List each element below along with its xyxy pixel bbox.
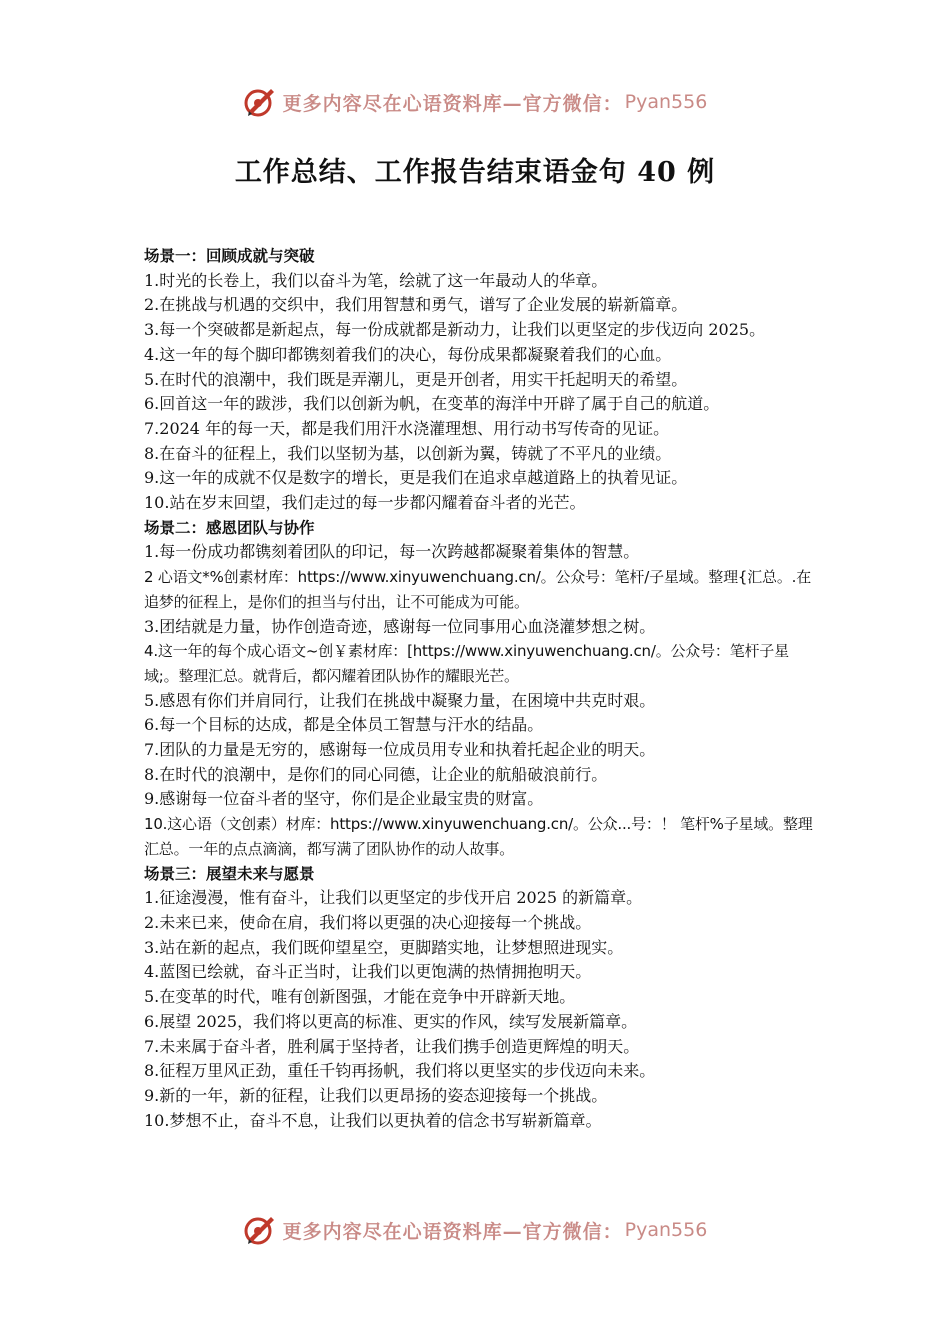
list-item: 8.征程万里风正劲，重任千钧再扬帆，我们将以更坚实的步伐迈向未来。: [144, 1061, 656, 1081]
header-banner: [0, 82, 950, 122]
page-title: 工作总结、工作报告结束语金句 40 例: [234, 157, 716, 188]
section-heading: 场景一：回顾成就与突破: [144, 247, 315, 265]
list-item: 5.感恩有你们并肩同行，让我们在挑战中凝聚力量，在困境中共克时艰。: [144, 690, 656, 710]
list-item: 2 心语文*%创素材库：https://www.xinyuwenchuang.cn/。公众号：笔杆/子星域。整理{汇总。.在追梦的征程上，是你们的担当与付出，让不可能成为可能。: [144, 568, 811, 611]
list-item: 8.在奋斗的征程上，我们以坚韧为基，以创新为翼，铸就了不平凡的业绩。: [144, 443, 672, 463]
list-item: 8.在时代的浪潮中，是你们的同心同德，让企业的航船破浪前行。: [144, 764, 608, 784]
pen-logo-icon: [243, 85, 277, 119]
banner-text: 更多内容尽在心语资料库—官方微信：: [282, 1220, 623, 1243]
wechat-id: Pyan556: [624, 1219, 708, 1241]
list-item: 4.这一年的每个脚印都镌刻着我们的决心，每份成果都凝聚着我们的心血。: [144, 344, 672, 364]
list-item: 7.未来属于奋斗者，胜利属于坚持者，让我们携手创造更辉煌的明天。: [144, 1036, 640, 1056]
list-item: 1.每一份成功都镌刻着团队的印记，每一次跨越都凝聚着集体的智慧。: [144, 542, 640, 562]
list-item: 9.这一年的成就不仅是数字的增长，更是我们在追求卓越道路上的执着见证。: [144, 468, 688, 488]
list-item: 2.未来已来，使命在肩，我们将以更强的决心迎接每一个挑战。: [144, 912, 592, 932]
list-item: 7.团队的力量是无穷的，感谢每一位成员用专业和执着托起企业的明天。: [144, 740, 656, 760]
pen-logo-icon: [243, 1213, 277, 1247]
list-item: 9.感谢每一位奋斗者的坚守，你们是企业最宝贵的财富。: [144, 789, 544, 809]
document-body: [144, 244, 814, 1133]
footer-banner: [0, 1210, 950, 1250]
list-item: 6.展望 2025，我们将以更高的标准、更实的作风，续写发展新篇章。: [144, 1011, 638, 1031]
list-item: 10.这心语（文创素）材库：https://www.xinyuwenchuang.cn/。公众...号：！ 笔杆%子星域。整理汇总。一年的点点滴滴，都写满了团队协作的动人故事。: [144, 815, 813, 858]
list-item: 5.在变革的时代，唯有创新图强，才能在竞争中开辟新天地。: [144, 987, 576, 1007]
list-item: 4.蓝图已绘就，奋斗正当时，让我们以更饱满的热情拥抱明天。: [144, 962, 592, 982]
list-item: 3.站在新的起点，我们既仰望星空，更脚踏实地，让梦想照进现实。: [144, 937, 624, 957]
list-item: 1.时光的长卷上，我们以奋斗为笔，绘就了这一年最动人的华章。: [144, 270, 608, 290]
list-item: 7.2024 年的每一天，都是我们用汗水浇灌理想、用行动书写传奇的见证。: [144, 418, 670, 438]
list-item: 3.团结就是力量，协作创造奇迹，感谢每一位同事用心血浇灌梦想之树。: [144, 616, 656, 636]
list-item: 5.在时代的浪潮中，我们既是弄潮儿，更是开创者，用实干托起明天的希望。: [144, 369, 688, 389]
list-item: 9.新的一年，新的征程，让我们以更昂扬的姿态迎接每一个挑战。: [144, 1085, 608, 1105]
list-item: 10.梦想不止，奋斗不息，让我们以更执着的信念书写崭新篇章。: [144, 1110, 602, 1130]
list-item: 6.回首这一年的跋涉，我们以创新为帆，在变革的海洋中开辟了属于自己的航道。: [144, 394, 720, 414]
list-item: 1.征途漫漫，惟有奋斗，让我们以更坚定的步伐开启 2025 的新篇章。: [144, 888, 643, 908]
list-item: 2.在挑战与机遇的交织中，我们用智慧和勇气，谱写了企业发展的崭新篇章。: [144, 295, 688, 315]
list-item: 4.这一年的每个成心语文~创￥素材库：[https://www.xinyuwenchuang.cn/。公众号：笔杆子星域;。整理汇总。就背后，都闪耀着团队协作的耀眼光芒。: [144, 642, 789, 685]
list-item: 3.每一个突破都是新起点，每一份成就都是新动力，让我们以更坚定的步伐迈向 2025。: [144, 320, 766, 340]
banner-text: 更多内容尽在心语资料库—官方微信：: [282, 92, 623, 115]
list-item: 6.每一个目标的达成，都是全体员工智慧与汗水的结晶。: [144, 715, 544, 735]
wechat-id: Pyan556: [624, 91, 708, 113]
list-item: 10.站在岁末回望，我们走过的每一步都闪耀着奋斗者的光芒。: [144, 493, 586, 513]
section-heading: 场景三：展望未来与愿景: [144, 864, 315, 883]
section-heading: 场景二：感恩团队与协作: [144, 518, 315, 537]
